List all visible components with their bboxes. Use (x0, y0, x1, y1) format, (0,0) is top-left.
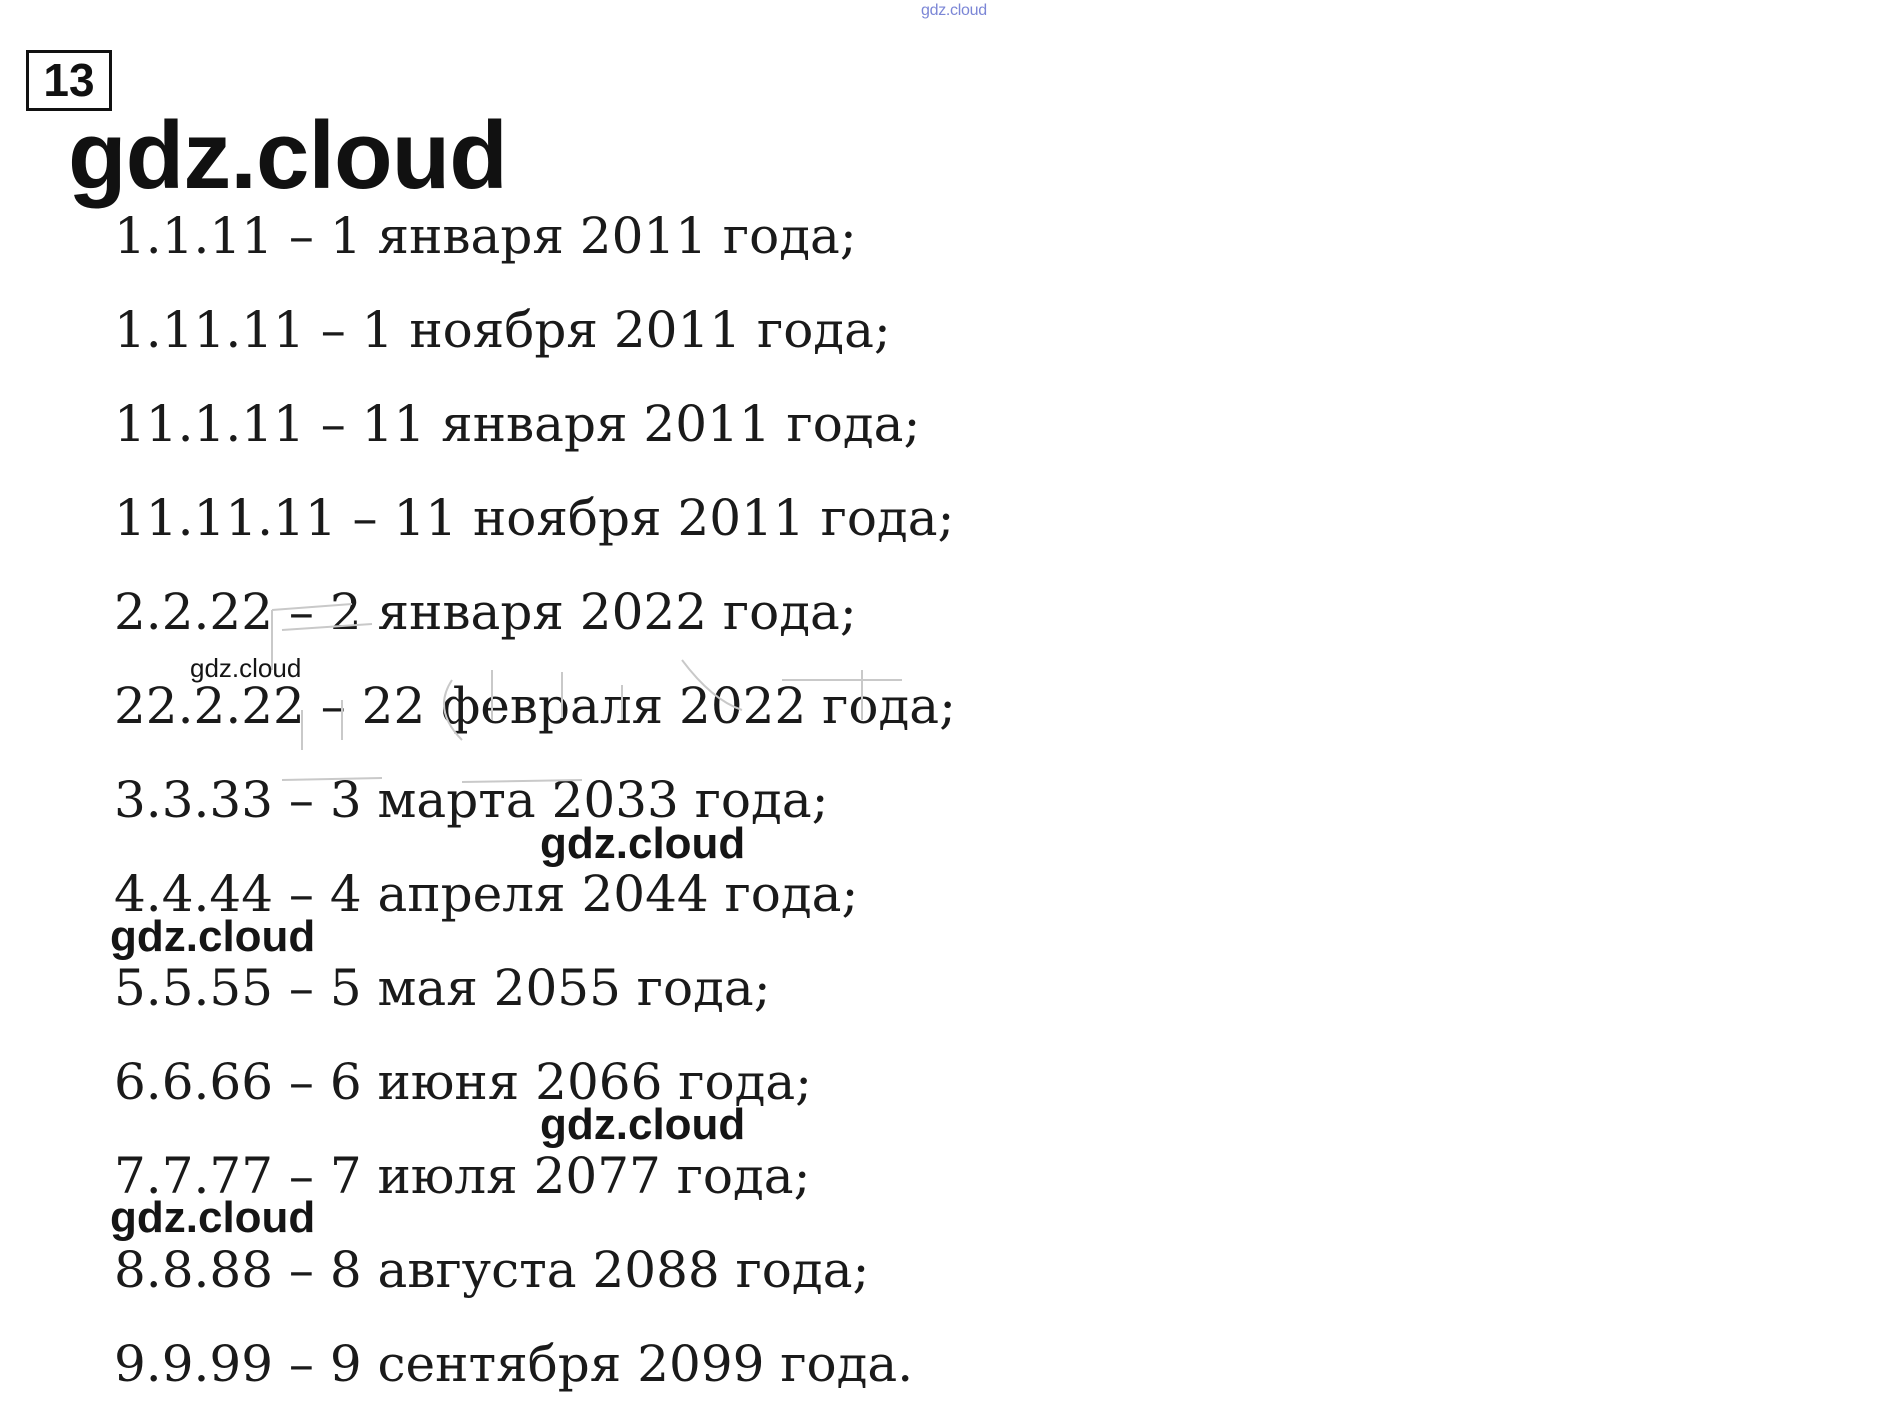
top-watermark: gdz.cloud (921, 2, 987, 19)
answer-line: 5.5.55 – 5 мая 2055 года; (114, 959, 771, 1017)
answer-line: 22.2.22 – 22 февраля 2022 года; (114, 677, 956, 735)
watermark: gdz.cloud (540, 819, 746, 868)
watermark: gdz.cloud (110, 912, 316, 961)
watermark: gdz.cloud (110, 1193, 316, 1242)
answer-line: 1.11.11 – 1 ноября 2011 года; (114, 301, 891, 359)
watermark-small: gdz.cloud (190, 653, 302, 683)
answer-line: 11.1.11 – 11 января 2011 года; (114, 395, 921, 453)
task-number-badge: 13 (26, 50, 112, 111)
answer-line: 2.2.22 – 2 января 2022 года; (114, 583, 857, 641)
answer-line: 9.9.99 – 9 сентября 2099 года. (114, 1335, 914, 1393)
answer-line: 11.11.11 – 11 ноября 2011 года; (114, 489, 955, 547)
answer-line: 8.8.88 – 8 августа 2088 года; (114, 1241, 870, 1299)
answer-line: 7.7.77 – 7 июля 2077 года; (114, 1147, 811, 1205)
answer-line: 6.6.66 – 6 июня 2066 года; (114, 1053, 813, 1111)
answer-line: 3.3.33 – 3 марта 2033 года; (114, 771, 829, 829)
answer-line: 1.1.11 – 1 января 2011 года; (114, 207, 857, 265)
watermark: gdz.cloud (540, 1100, 746, 1149)
brand-watermark: gdz.cloud (68, 102, 507, 209)
answer-line: 4.4.44 – 4 апреля 2044 года; (114, 865, 859, 923)
